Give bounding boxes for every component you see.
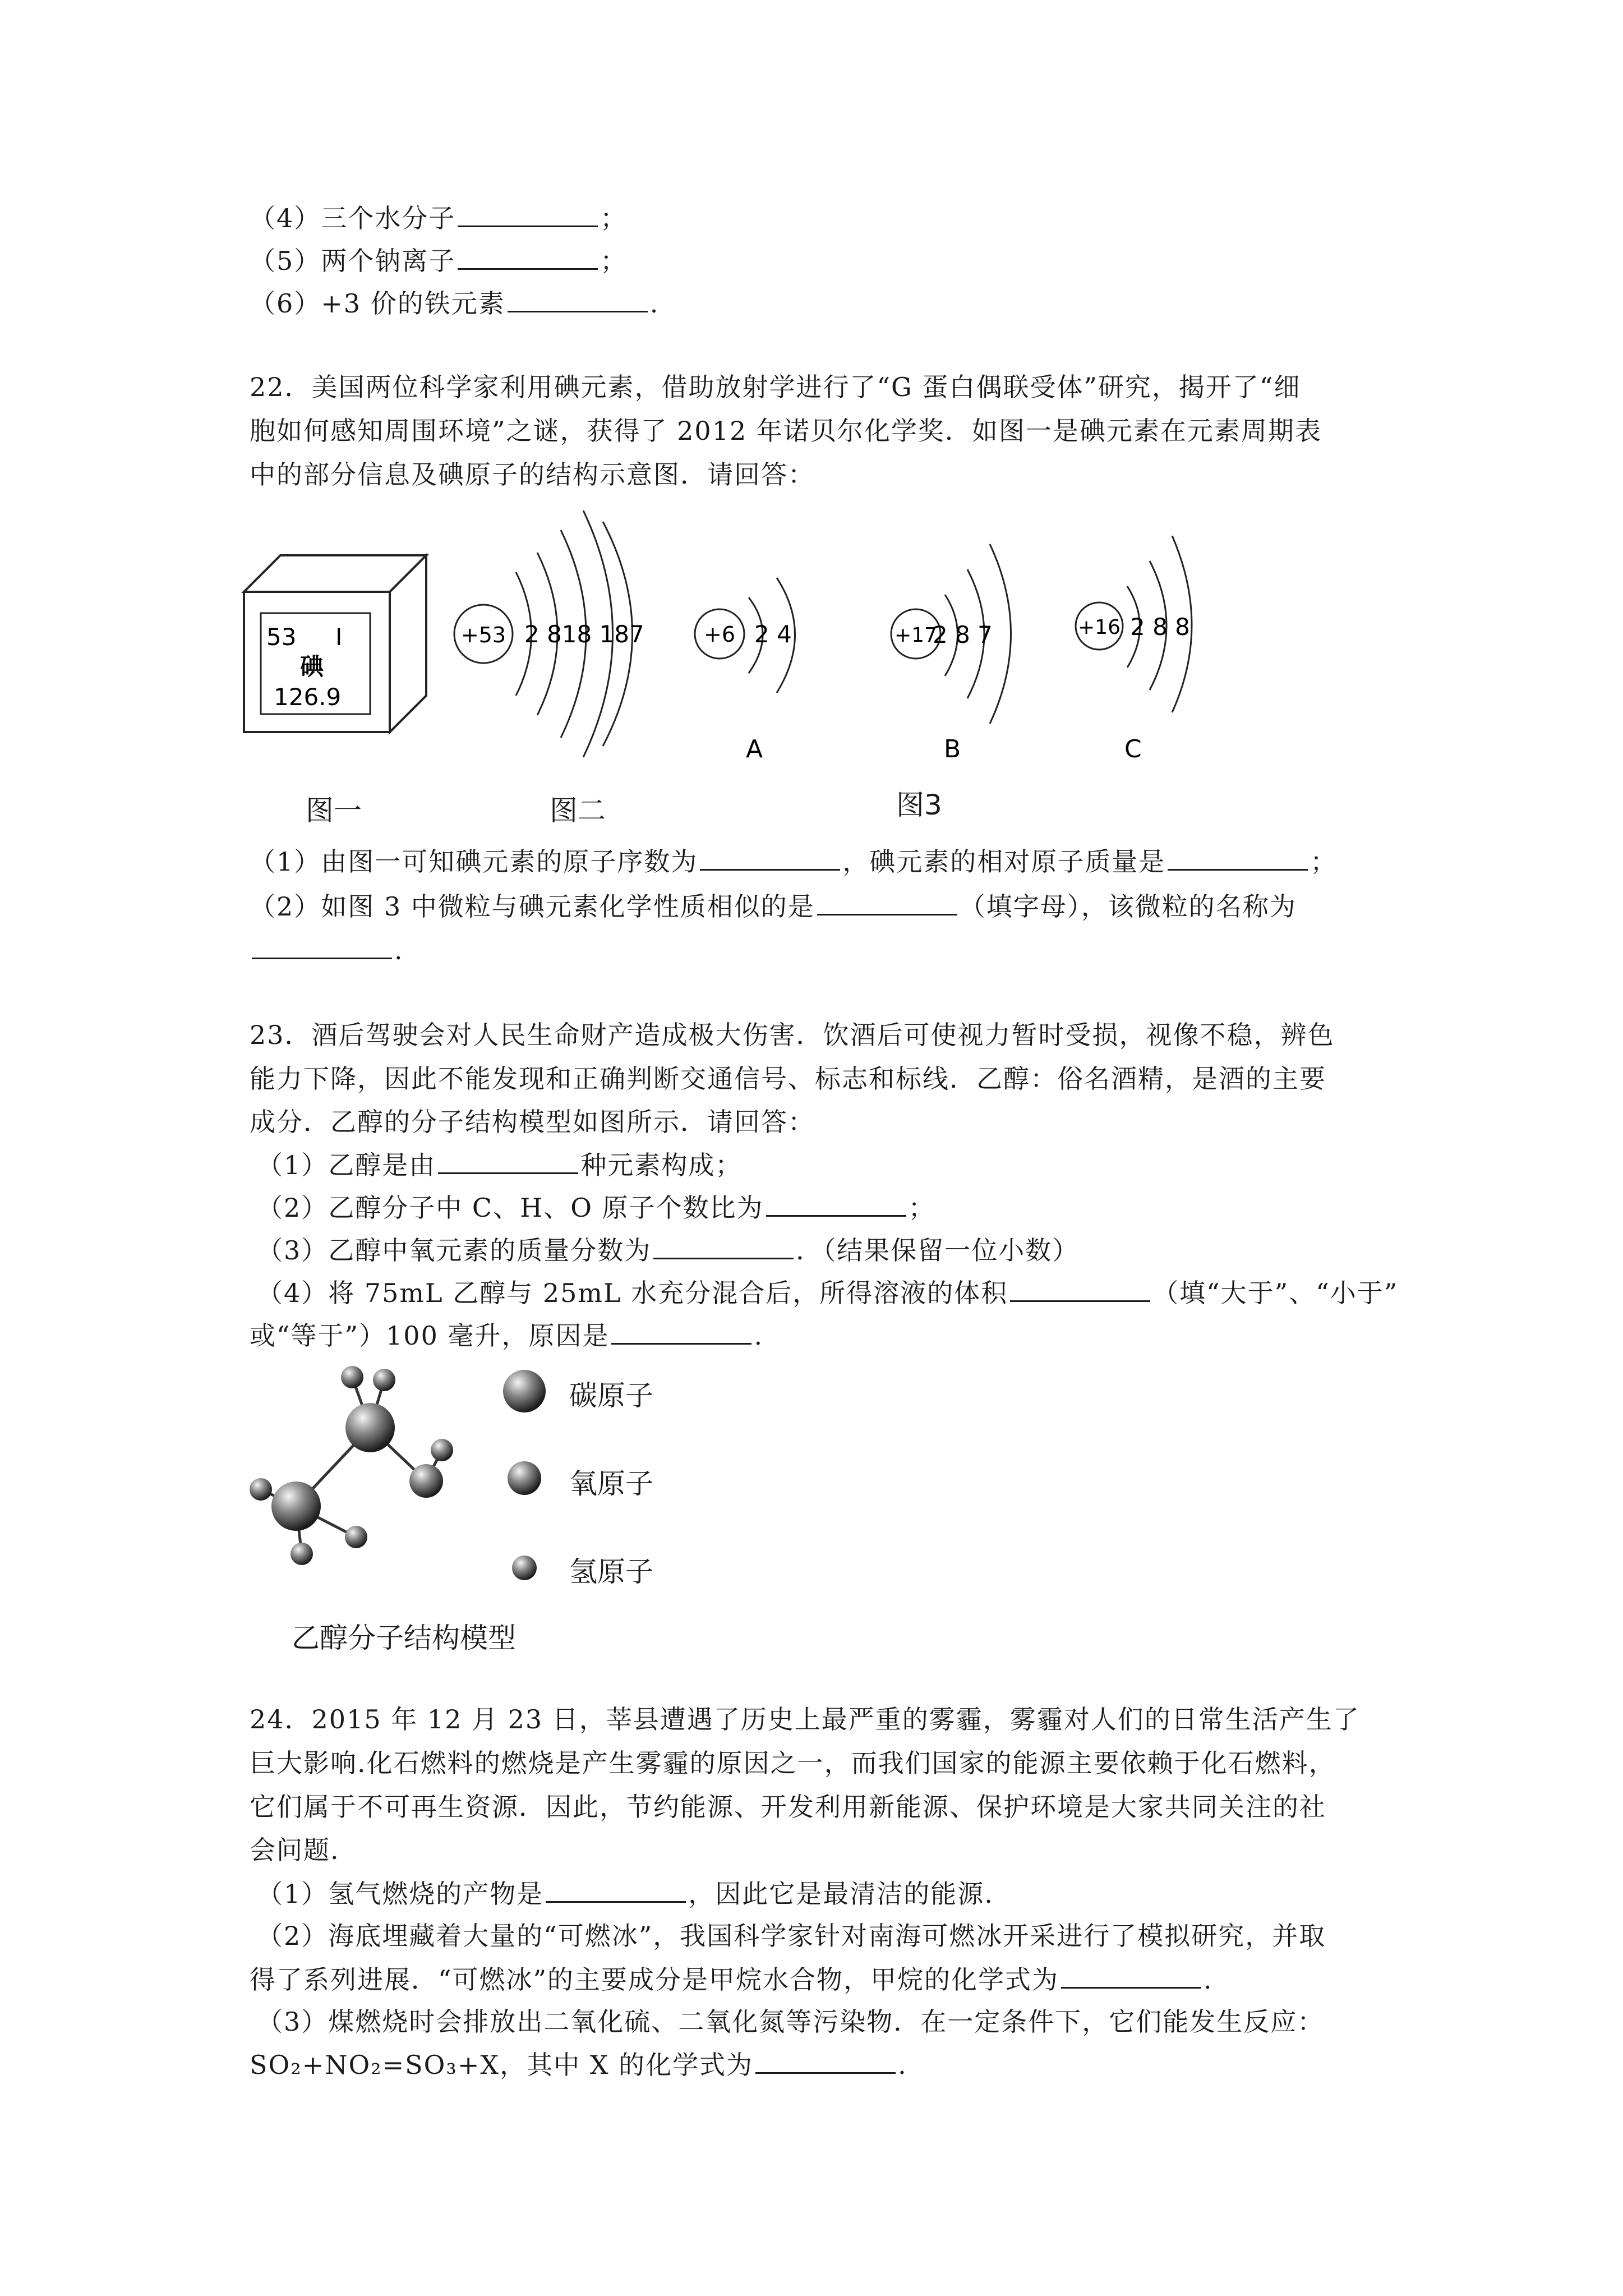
q23-part1-text: （1）乙醇是由 bbox=[257, 1150, 436, 1180]
q23-part4-text: （4）将 75mL 乙醇与 25mL 水充分混合后，所得溶液的体积 bbox=[257, 1278, 1008, 1308]
answer-blank[interactable] bbox=[438, 1148, 578, 1174]
answer-blank[interactable] bbox=[653, 1233, 794, 1259]
hydrogen-atom-ball bbox=[250, 1478, 272, 1501]
q22-part1 bbox=[250, 844, 1337, 878]
q24-part2-line1: （2）海底埋藏着大量的“可燃冰”，我国科学家针对南海可燃冰开采进行了模拟研究，并取 bbox=[257, 1921, 1326, 1951]
q21-part4 bbox=[250, 201, 627, 235]
answer-blank[interactable] bbox=[766, 1190, 906, 1217]
q22-part2 bbox=[250, 889, 1297, 923]
q21-part4-end: ； bbox=[600, 203, 628, 233]
q23-part4-line2-text: 或“等于”）100 毫升，原因是 bbox=[250, 1320, 610, 1351]
atom-legend-markers bbox=[502, 1369, 547, 1593]
q23-part4-line2-end: . bbox=[754, 1320, 764, 1351]
q22-stem-line-2: 胞如何感知周围环境”之谜，获得了 2012 年诺贝尔化学奖．如图一是碘元素在元素周期表 bbox=[250, 416, 1322, 446]
q23-stem-line-1: 23．酒后驾驶会对人民生命财产造成极大伤害．饮酒后可使视力暂时受损，视像不稳，辨色 bbox=[250, 1020, 1335, 1050]
q23-part4 bbox=[257, 1276, 1398, 1310]
q23-part3-end: ．（结果保留一位小数） bbox=[796, 1235, 1080, 1266]
q24-part1-end: ，因此它是最清洁的能源. bbox=[688, 1879, 994, 1909]
q22-part1-end: ； bbox=[1310, 846, 1338, 877]
q22-part2-after: （填字母），该微粒的名称为 bbox=[959, 891, 1297, 922]
hydrogen-atom-ball bbox=[373, 1369, 395, 1391]
atom-b-shells: 2 8 7 bbox=[933, 621, 993, 648]
caption-fig3: 图3 bbox=[896, 789, 942, 821]
q22-stem-line-1: 22．美国两位科学家利用碘元素，借助放射学进行了“G 蛋白偶联受体”研究，揭开了“细 bbox=[250, 372, 1301, 402]
q21-part6-end: . bbox=[649, 288, 660, 319]
atom-b-diagram bbox=[889, 527, 1035, 763]
atom-c-nucleus: +16 bbox=[1078, 616, 1121, 639]
ethanol-model-caption: 乙醇分子结构模型 bbox=[292, 1622, 516, 1654]
answer-blank[interactable] bbox=[458, 201, 598, 227]
answer-blank[interactable] bbox=[546, 1876, 686, 1903]
q24-part2-line2 bbox=[250, 1962, 1213, 1996]
q23-part3-text: （3）乙醇中氧元素的质量分数为 bbox=[257, 1235, 652, 1266]
atom-b-nucleus: +17 bbox=[895, 624, 937, 647]
q24-stem-line-1: 24．2015 年 12 月 23 日，莘县遭遇了历史上最严重的雾霾，雾霾对人们的日常生活产生了 bbox=[250, 1704, 1360, 1734]
q24-part2-text: 得了系列进展．“可燃冰”的主要成分是甲烷水合物，甲烷的化学式为 bbox=[250, 1964, 1059, 1995]
carbon-atom-ball bbox=[345, 1403, 395, 1452]
atom-b-label: B bbox=[944, 735, 961, 763]
q24-part3-line1: （3）煤燃烧时会排放出二氧化硫、二氧化氮等污染物．在一定条件下，它们能发生反应： bbox=[257, 2007, 1325, 2037]
hydrogen-atom-ball bbox=[341, 1366, 363, 1388]
answer-blank[interactable] bbox=[1168, 844, 1308, 871]
carbon-atom-ball bbox=[271, 1481, 321, 1531]
hydrogen-atom-ball bbox=[431, 1439, 453, 1461]
q21-part5 bbox=[250, 243, 627, 278]
atom-c-diagram bbox=[1074, 527, 1214, 763]
answer-blank[interactable] bbox=[700, 844, 840, 871]
answer-blank[interactable] bbox=[1010, 1276, 1150, 1302]
q22-part1-mid: ，碘元素的相对原子质量是 bbox=[842, 846, 1166, 877]
q22-part2-text: （2）如图 3 中微粒与碘元素化学性质相似的是 bbox=[250, 891, 815, 922]
caption-fig1: 图一 bbox=[306, 794, 362, 827]
hydrogen-atom-ball bbox=[345, 1526, 367, 1548]
q21-part5-end: ； bbox=[600, 246, 628, 276]
atom-a-diagram bbox=[693, 567, 816, 763]
answer-blank[interactable] bbox=[611, 1318, 751, 1345]
legend-carbon: 碳原子 bbox=[569, 1379, 653, 1412]
element-mass: 126.9 bbox=[274, 683, 342, 711]
q22-part2-line2 bbox=[250, 933, 404, 967]
q21-part6 bbox=[250, 286, 659, 320]
oxygen-legend-icon bbox=[508, 1461, 541, 1495]
hydrogen-legend-icon bbox=[512, 1556, 537, 1580]
iodine-atom-diagram bbox=[449, 505, 667, 763]
answer-blank[interactable] bbox=[755, 2047, 896, 2074]
atom-c-shells: 2 8 8 bbox=[1130, 613, 1190, 641]
q23-stem-line-3: 成分．乙醇的分子结构模型如图所示．请回答： bbox=[250, 1107, 815, 1137]
q24-part1-text: （1）氢气燃烧的产物是 bbox=[257, 1879, 544, 1909]
q22-stem-line-3: 中的部分信息及碘原子的结构示意图．请回答： bbox=[250, 459, 815, 490]
q24-part3-line2 bbox=[250, 2047, 907, 2082]
q23-part2-text: （2）乙醇分子中 C、H、O 原子个数比为 bbox=[257, 1193, 764, 1223]
atom-a-shells: 2 4 bbox=[754, 620, 792, 648]
caption-fig2: 图二 bbox=[550, 794, 606, 827]
iodine-shell-electrons: 2 818 187 bbox=[524, 620, 644, 648]
q21-part4-text: （4）三个水分子 bbox=[250, 203, 456, 233]
q23-part2 bbox=[257, 1190, 935, 1225]
q24-part1 bbox=[257, 1876, 994, 1911]
q22-part1-text: （1）由图一可知碘元素的原子序数为 bbox=[250, 846, 698, 877]
q23-part2-end: ； bbox=[908, 1193, 935, 1223]
q24-stem-line-2: 巨大影响.化石燃料的燃烧是产生雾霾的原因之一，而我们国家的能源主要依赖于化石燃料， bbox=[250, 1748, 1336, 1778]
element-name: 碘 bbox=[300, 653, 324, 680]
atom-c-label: C bbox=[1124, 735, 1142, 763]
q21-part5-text: （5）两个钠离子 bbox=[250, 246, 456, 276]
q24-stem-line-3: 它们属于不可再生资源．因此，节约能源、开发利用新能源、保护环境是大家共同关注的社 bbox=[250, 1792, 1326, 1822]
iodine-nucleus-charge: +53 bbox=[460, 623, 506, 647]
answer-blank[interactable] bbox=[508, 286, 648, 312]
q23-part3 bbox=[257, 1233, 1079, 1267]
atom-a-label: A bbox=[746, 735, 763, 763]
answer-blank[interactable] bbox=[252, 933, 392, 959]
q24-part2-end: . bbox=[1204, 1964, 1213, 1995]
q23-stem-line-2: 能力下降，因此不能发现和正确判断交通信号、标志和标线．乙醇：俗名酒精，是酒的主要 bbox=[250, 1064, 1326, 1094]
q24-part3-text: SO₂+NO₂=SO₃+X，其中 X 的化学式为 bbox=[250, 2050, 754, 2080]
element-symbol: I bbox=[335, 623, 343, 651]
carbon-legend-icon bbox=[503, 1370, 546, 1412]
hydrogen-atom-ball bbox=[291, 1543, 313, 1565]
q24-stem-line-4: 会问题. bbox=[250, 1835, 340, 1865]
answer-blank[interactable] bbox=[458, 243, 598, 270]
legend-hydrogen: 氢原子 bbox=[569, 1556, 653, 1588]
element-number: 53 bbox=[266, 623, 297, 651]
answer-blank[interactable] bbox=[817, 889, 957, 915]
answer-blank[interactable] bbox=[1061, 1962, 1201, 1989]
q23-part1 bbox=[257, 1148, 742, 1182]
q23-part1-end: 种元素构成； bbox=[580, 1150, 743, 1180]
q23-part4-line2 bbox=[250, 1318, 763, 1352]
q24-part3-end: . bbox=[898, 2050, 907, 2080]
legend-oxygen: 氧原子 bbox=[569, 1467, 653, 1500]
ethanol-molecule-model bbox=[241, 1355, 465, 1613]
iodine-element-cube bbox=[241, 553, 432, 738]
q23-part4-after: （填“大于”、“小于” bbox=[1152, 1278, 1399, 1308]
atom-a-nucleus: +6 bbox=[703, 622, 736, 647]
q22-part2-end: . bbox=[394, 935, 404, 965]
q21-part6-text: （6）+3 价的铁元素 bbox=[250, 288, 505, 319]
oxygen-atom-ball bbox=[409, 1464, 443, 1498]
